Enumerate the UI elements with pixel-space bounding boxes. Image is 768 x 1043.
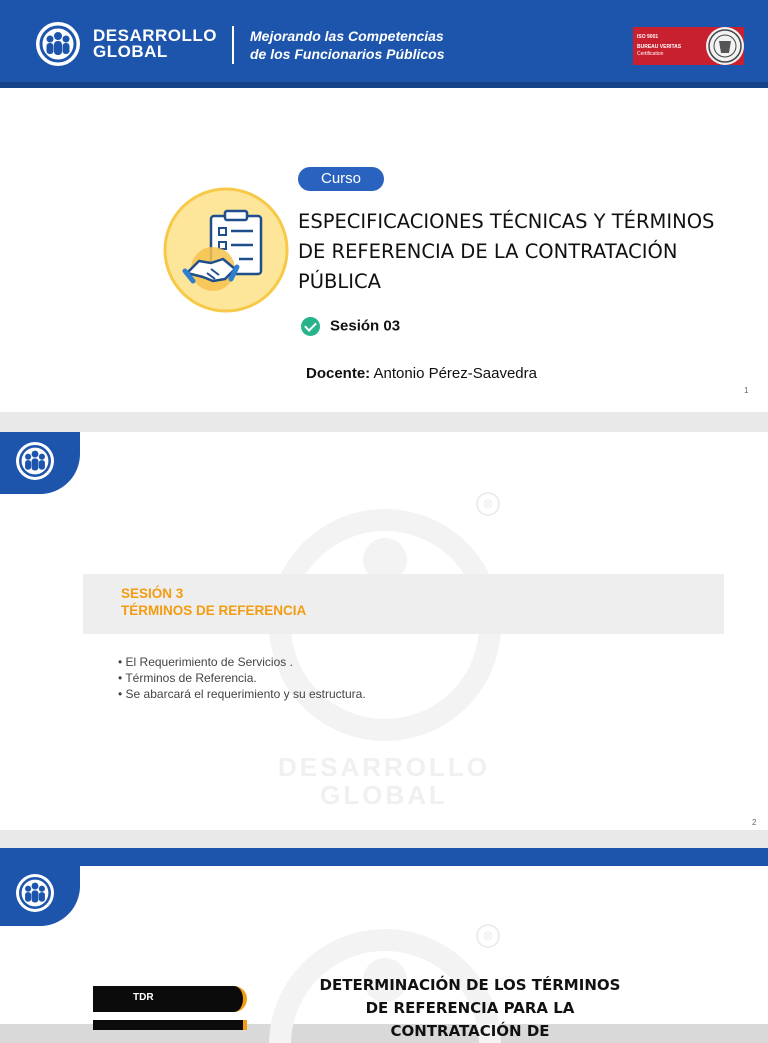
teacher-row: [306, 365, 537, 382]
section-title-2: TÉRMINOS DE REFERENCIA: [121, 603, 307, 618]
watermark-text-2: GLOBAL: [320, 780, 448, 810]
brand-name: [93, 28, 217, 60]
bureau-veritas-seal-icon: [706, 27, 744, 65]
teacher-label: Docente:: [306, 365, 371, 382]
list-item: • El Requerimiento de Servicios .: [118, 655, 293, 669]
page-number: 2: [752, 818, 757, 827]
tdr-label: TDR: [133, 992, 154, 1003]
people-logo-icon: [16, 442, 54, 480]
logo-tab: [0, 864, 80, 926]
session-row: [301, 317, 400, 336]
brand-line-1: DESARROLLO: [93, 26, 217, 45]
brand-line-2: GLOBAL: [93, 42, 168, 61]
tagline: [250, 27, 444, 63]
bullet-list: [118, 654, 366, 702]
slide-gap: [0, 830, 768, 848]
slide-3: [0, 848, 768, 1040]
registered-mark: ®: [476, 492, 500, 516]
teacher-name: Antonio Pérez-Saavedra: [373, 365, 537, 382]
watermark-text-1: DESARROLLO: [278, 752, 490, 782]
cert-line-3: Certification: [637, 51, 664, 57]
header-bar: [0, 848, 768, 866]
people-logo-icon: [36, 22, 80, 66]
section-header: [83, 574, 724, 634]
slide-title: DETERMINACIÓN DE LOS TÉRMINOS DE REFERENCIA PARA LA CONTRATACIÓN DE: [319, 976, 621, 1040]
slide-1: [0, 0, 768, 412]
slide-gap: [0, 412, 768, 432]
registered-mark: ®: [476, 924, 500, 948]
header-stripe: [0, 82, 768, 88]
page-number: 1: [744, 386, 749, 395]
course-title: ESPECIFICACIONES TÉCNICAS Y TÉRMINOS DE REFERENCIA DE LA CONTRATACIÓN PÚBLICA: [298, 210, 715, 293]
header-bar: [0, 0, 768, 88]
tagline-line-2: de los Funcionarios Públicos: [250, 46, 445, 62]
header-divider: [232, 26, 234, 64]
list-item: • Términos de Referencia.: [118, 671, 257, 685]
list-item: • Se abarcará el requerimiento y su estructura.: [118, 687, 366, 701]
checklist-handshake-icon: [163, 187, 289, 313]
people-logo-icon: [16, 874, 54, 912]
cert-line-2: BUREAU VERITAS: [637, 44, 682, 50]
tdr-label-bar: [93, 986, 247, 1012]
course-badge: Curso: [298, 167, 384, 191]
tdr-bar-2: [93, 1020, 247, 1030]
cert-line-1: ISO 9001: [637, 34, 659, 40]
tagline-line-1: Mejorando las Competencias: [250, 28, 444, 44]
check-circle-icon: [301, 317, 320, 336]
slide-2: [0, 432, 768, 830]
logo-tab: [0, 432, 80, 494]
section-title-1: SESIÓN 3: [121, 586, 184, 601]
session-label: Sesión 03: [330, 317, 401, 335]
certification-badge: [633, 27, 744, 65]
